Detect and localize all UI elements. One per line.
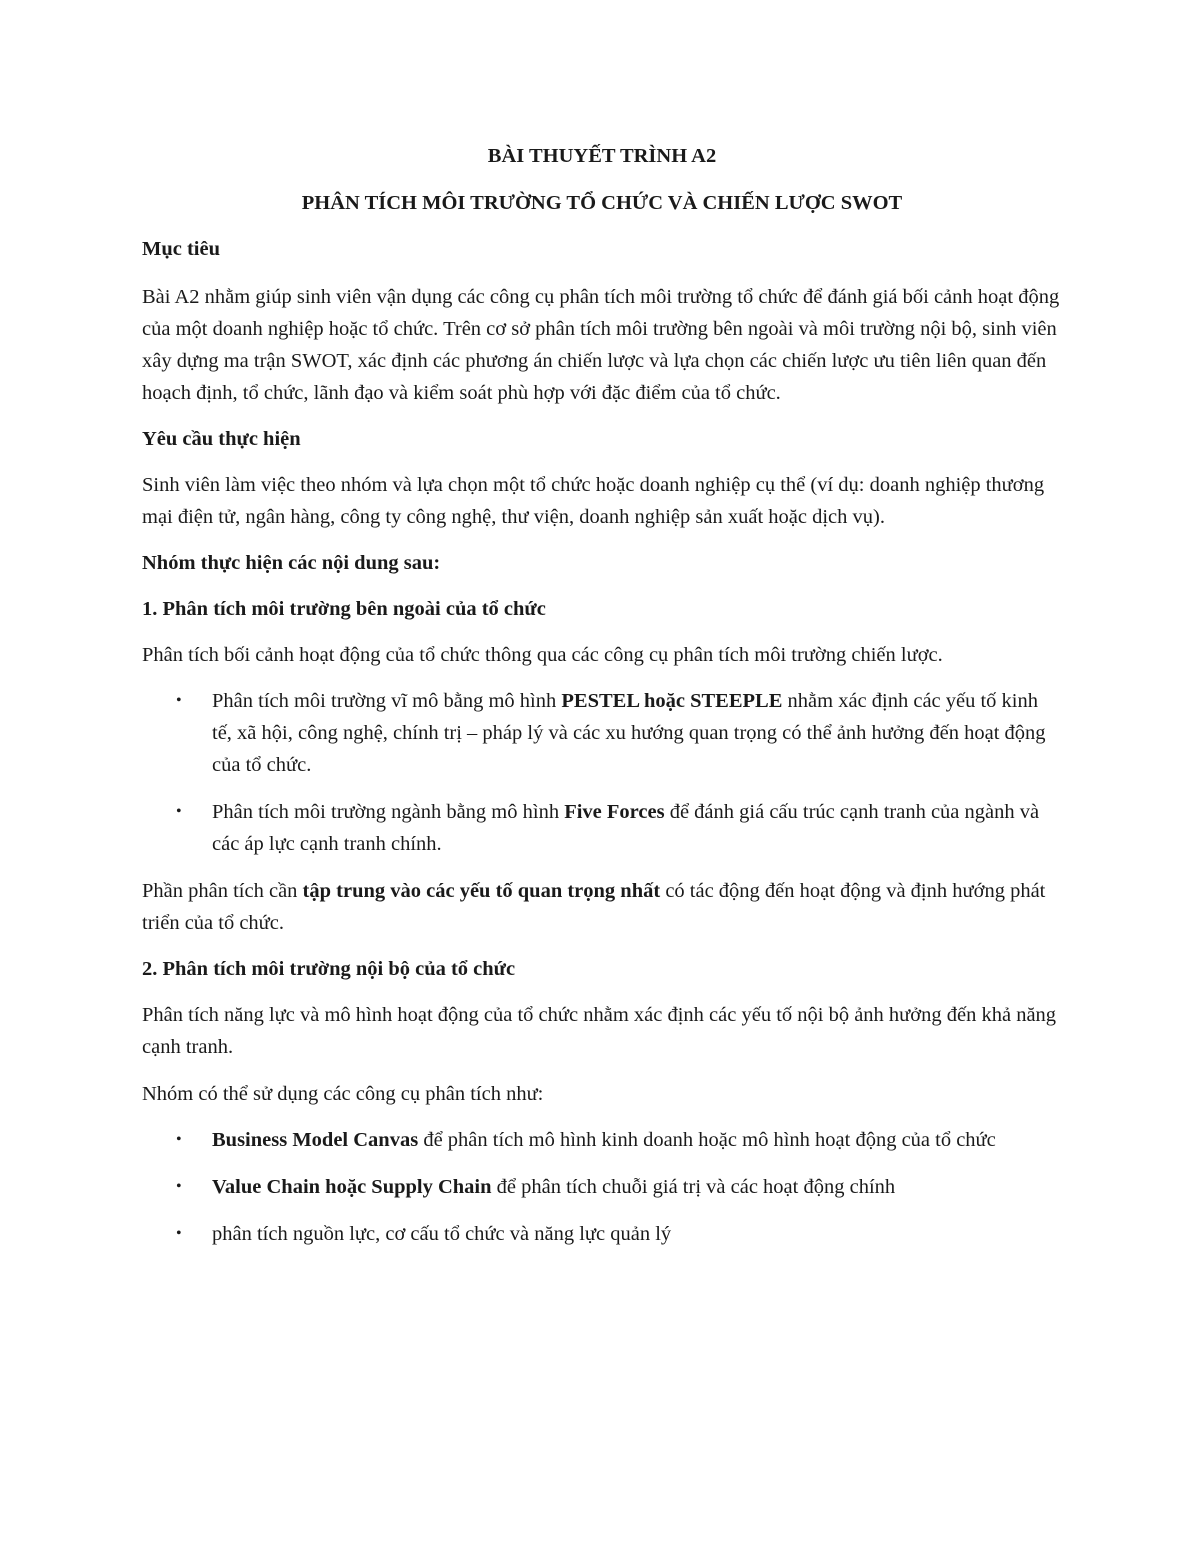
document-page (142, 140, 1062, 1265)
list-item-text-pre: Phân tích môi trường vĩ mô bằng mô hình (212, 690, 562, 712)
section-1-bullet-list (142, 685, 1062, 860)
list-item-text-post: để phân tích chuỗi giá trị và các hoạt động chính (491, 1176, 896, 1198)
bullet-icon: • (176, 803, 182, 820)
list-item-text-post: để phân tích mô hình kinh doanh hoặc mô hình hoạt động của tổ chức (418, 1129, 996, 1151)
heading-section-2: 2. Phân tích môi trường nội bộ của tổ chức (142, 958, 516, 980)
list-item (142, 685, 1062, 781)
heading-section-1: 1. Phân tích môi trường bên ngoài của tổ chức (142, 598, 546, 620)
paragraph-section-1-intro: Phân tích bối cảnh hoạt động của tổ chức thông qua các công cụ phân tích môi trường chiến lược. (142, 644, 943, 666)
heading-muc-tieu: Mục tiêu (142, 238, 220, 260)
bullet-icon: • (176, 1178, 182, 1195)
bullet-icon: • (176, 1131, 182, 1148)
list-item-text-post: để đánh giá cấu trúc cạnh tranh của ngành và các áp lực cạnh tranh chính. (212, 801, 1040, 855)
list-item-text-pre: Phân tích môi trường ngành bằng mô hình (212, 801, 565, 823)
bullet-icon: • (176, 1225, 182, 1242)
list-item-text-bold: Business Model Canvas (212, 1129, 419, 1151)
paragraph-section-1-closing (142, 875, 1062, 939)
closing-text-pre: Phần phân tích cần (142, 880, 303, 902)
list-item (142, 1124, 1062, 1156)
closing-text-bold: tập trung vào các yếu tố quan trọng nhất (302, 880, 661, 902)
document-subtitle: PHÂN TÍCH MÔI TRƯỜNG TỔ CHỨC VÀ CHIẾN LƯỢC SWOT (301, 192, 903, 214)
paragraph-section-2-intro: Phân tích năng lực và mô hình hoạt động của tổ chức nhằm xác định các yếu tố nội bộ ảnh hưởng đến khả năng cạnh tranh. (142, 1004, 1057, 1058)
heading-yeu-cau: Yêu cầu thực hiện (142, 428, 301, 450)
document-title: BÀI THUYẾT TRÌNH A2 (487, 145, 717, 167)
heading-nhom-thuc-hien: Nhóm thực hiện các nội dung sau: (142, 552, 441, 574)
list-item (142, 796, 1062, 860)
list-item-text-bold: Value Chain hoặc Supply Chain (212, 1176, 492, 1198)
bullet-icon: • (176, 692, 182, 709)
list-item-text: phân tích nguồn lực, cơ cấu tổ chức và năng lực quản lý (212, 1223, 672, 1245)
paragraph-yeu-cau: Sinh viên làm việc theo nhóm và lựa chọn một tổ chức hoặc doanh nghiệp cụ thể (ví dụ: doanh nghiệp thương mại điện tử, ngân hàng, công ty công nghệ, thư viện, doanh nghiệp sản xuất hoặc dịch vụ). (142, 474, 1045, 528)
list-item (142, 1218, 1062, 1250)
list-item-text-bold: PESTEL hoặc STEEPLE (561, 690, 783, 712)
list-item-text-post: nhằm xác định các yếu tố kinh tế, xã hội, công nghệ, chính trị – pháp lý và các xu hướng quan trọng có thể ảnh hưởng đến hoạt động của tổ chức. (212, 690, 1046, 776)
paragraph-muc-tieu: Bài A2 nhằm giúp sinh viên vận dụng các công cụ phân tích môi trường tổ chức để đánh giá bối cảnh hoạt động của một doanh nghiệp hoặc tổ chức. Trên cơ sở phân tích môi trường bên ngoài và môi trường nội bộ, sinh viên xây dựng ma trận SWOT, xác định các phương án chiến lược và lựa chọn các chiến lược ưu tiên liên quan đến hoạch định, tổ chức, lãnh đạo và kiểm soát phù hợp với đặc điểm của tổ chức. (142, 286, 1060, 404)
section-2-bullet-list (142, 1124, 1062, 1250)
closing-text-post: có tác động đến hoạt động và định hướng phát triển của tổ chức. (142, 880, 1046, 934)
list-item-text-bold: Five Forces (564, 801, 665, 823)
list-item (142, 1171, 1062, 1203)
paragraph-section-2-tools: Nhóm có thể sử dụng các công cụ phân tích như: (142, 1083, 544, 1105)
